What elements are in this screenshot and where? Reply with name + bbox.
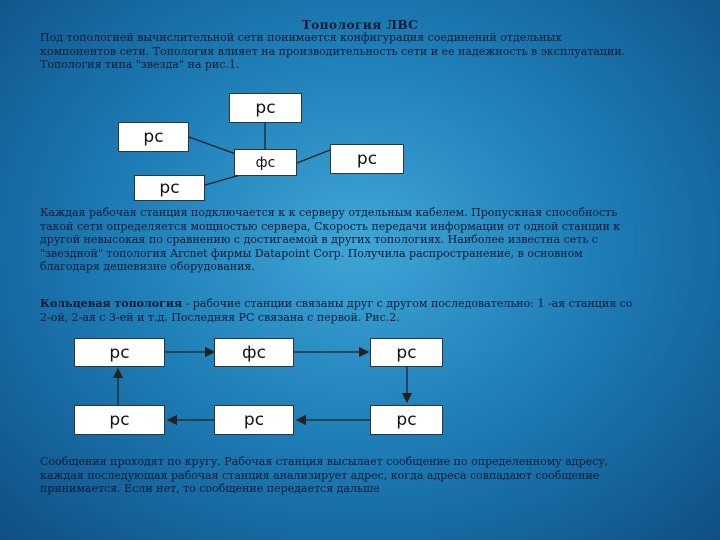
star-node-top: pc [229, 93, 302, 123]
page-title: Топология ЛВС [301, 18, 419, 32]
ring-node-2: фс [214, 338, 294, 367]
ring-node-6: pc [74, 405, 165, 435]
star-node-center: фс [234, 149, 297, 176]
star-link-right [297, 150, 330, 163]
ring-heading: Кольцевая топология [40, 297, 183, 310]
star-node-left: pc [118, 122, 189, 152]
ring-node-1: pc [74, 338, 165, 367]
ring-node-4: pc [370, 405, 443, 435]
star-description: Каждая рабочая станция подключается к к серверу отдельным кабелем. Пропускная способность такой сети определяется мощностью сервера, Скорость передачи информации от одной станции к другой невысокая по сравнению с достигаемой в других топологиях. Наиболее известна сеть с "звездной" топология Arcnet фирмы Datapoint Corp. Получила распространение, в основном благодаря дешевизне оборудования. [40, 206, 621, 273]
ring-description: - рабочие станции связаны друг с другом последовательно: 1 -ая станция со 2-ой, 2-ая с 3-ей и т.д. Последняя PC связана с первой. Рис.2. [40, 297, 633, 324]
star-node-bottom: pc [134, 175, 205, 201]
intro-paragraph: Под топологией вычислительной сети понимается конфигурация соединений отдельных компонентов сети. Топология влияет на производительность сети и ее надежность в эксплуатации. Топология типа "звезда" на рис.1. [40, 31, 626, 71]
ring-footer: Сообщения проходят по кругу. Рабочая станция высылает сообщение по определенному адресу, каждая последующая рабочая станция анализирует адрес, когда адреса совпадают сообщение принимается. Если нет, то сообщение передается дальше [40, 455, 609, 495]
ring-paragraph [40, 297, 640, 324]
star-node-right: pc [330, 144, 404, 174]
ring-node-3: pc [370, 338, 443, 367]
ring-node-5: pc [214, 405, 294, 435]
